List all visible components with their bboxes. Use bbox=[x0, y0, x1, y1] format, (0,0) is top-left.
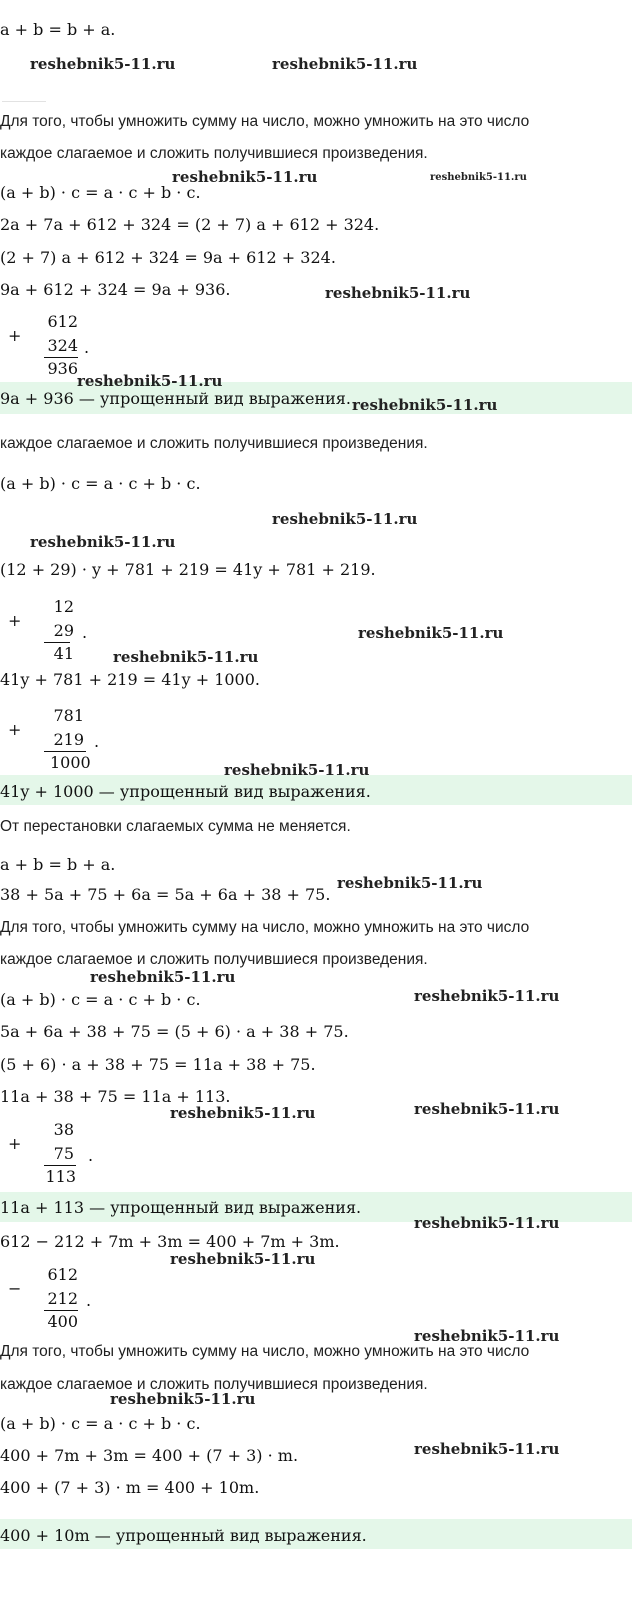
math-line: 400 + 7m + 3m = 400 + (7 + 3) · m. bbox=[0, 1446, 299, 1465]
math-line: 41y + 781 + 219 = 41y + 1000. bbox=[0, 670, 260, 689]
period: . bbox=[88, 1146, 94, 1165]
rule-text: каждое слагаемое и сложить получившиеся произведения. bbox=[0, 145, 428, 162]
column-operand: 12 bbox=[53, 597, 74, 616]
result-line: 41y + 1000 — упрощенный вид выражения. bbox=[0, 782, 371, 801]
math-line: 400 + (7 + 3) · m = 400 + 10m. bbox=[0, 1478, 260, 1497]
watermark: reshebnik5-11.ru bbox=[337, 874, 483, 892]
period: . bbox=[86, 1291, 92, 1310]
operator-sign: − bbox=[8, 1279, 22, 1298]
math-line: (a + b) · c = a · c + b · c. bbox=[0, 1414, 201, 1433]
operator-sign: + bbox=[8, 611, 22, 630]
watermark: reshebnik5-11.ru bbox=[224, 761, 370, 779]
column-addition bbox=[8, 312, 108, 378]
math-line: 38 + 5a + 75 + 6a = 5a + 6a + 38 + 75. bbox=[0, 885, 331, 904]
period: . bbox=[82, 623, 88, 642]
watermark: reshebnik5-11.ru bbox=[414, 1327, 560, 1345]
column-operand: 38 bbox=[53, 1120, 74, 1139]
watermark: reshebnik5-11.ru bbox=[414, 1440, 560, 1458]
column-addition bbox=[8, 597, 108, 663]
result-line: 400 + 10m — упрощенный вид выражения. bbox=[0, 1526, 367, 1545]
column-result: 113 bbox=[45, 1167, 76, 1186]
operator-sign: + bbox=[8, 720, 22, 739]
watermark: reshebnik5-11.ru bbox=[77, 372, 223, 390]
rule-text: каждое слагаемое и сложить получившиеся произведения. bbox=[0, 1376, 428, 1393]
rule-text: От перестановки слагаемых сумма не меняется. bbox=[0, 818, 351, 835]
watermark: reshebnik5-11.ru bbox=[170, 1250, 316, 1268]
math-line: a + b = b + a. bbox=[0, 855, 116, 874]
column-operand: 324 bbox=[47, 336, 78, 355]
math-line: 5a + 6a + 38 + 75 = (5 + 6) · a + 38 + 75. bbox=[0, 1022, 349, 1041]
rule-text: каждое слагаемое и сложить получившиеся произведения. bbox=[0, 951, 428, 968]
column-line bbox=[44, 751, 86, 752]
watermark: reshebnik5-11.ru bbox=[352, 396, 498, 414]
result-line: 11a + 113 — упрощенный вид выражения. bbox=[0, 1198, 362, 1217]
watermark: reshebnik5-11.ru bbox=[414, 1214, 560, 1232]
math-line: 2a + 7a + 612 + 324 = (2 + 7) a + 612 + 324. bbox=[0, 215, 380, 234]
math-line: (2 + 7) a + 612 + 324 = 9a + 612 + 324. bbox=[0, 248, 336, 267]
watermark: reshebnik5-11.ru bbox=[113, 648, 259, 666]
watermark: reshebnik5-11.ru bbox=[325, 284, 471, 302]
column-addition bbox=[8, 1120, 108, 1186]
column-line bbox=[44, 357, 78, 358]
column-line bbox=[44, 1310, 78, 1311]
operator-sign: + bbox=[8, 1134, 22, 1153]
column-operand: 29 bbox=[53, 621, 74, 640]
period: . bbox=[84, 338, 90, 357]
rule-text: каждое слагаемое и сложить получившиеся произведения. bbox=[0, 435, 428, 452]
math-line: (12 + 29) · y + 781 + 219 = 41y + 781 + 219. bbox=[0, 560, 376, 579]
math-line: (a + b) · c = a · c + b · c. bbox=[0, 183, 201, 202]
math-line: a + b = b + a. bbox=[0, 20, 116, 39]
math-line: (a + b) · c = a · c + b · c. bbox=[0, 474, 201, 493]
math-line: (a + b) · c = a · c + b · c. bbox=[0, 990, 201, 1009]
column-operand: 219 bbox=[53, 730, 84, 749]
watermark: reshebnik5-11.ru bbox=[414, 1100, 560, 1118]
watermark: reshebnik5-11.ru bbox=[30, 55, 176, 73]
column-operand: 781 bbox=[53, 706, 84, 725]
operator-sign: + bbox=[8, 326, 22, 345]
watermark: reshebnik5-11.ru bbox=[90, 968, 236, 986]
column-subtraction bbox=[8, 1265, 108, 1331]
column-line bbox=[44, 642, 70, 643]
column-result: 41 bbox=[53, 644, 74, 663]
watermark: reshebnik5-11.ru bbox=[272, 55, 418, 73]
column-operand: 612 bbox=[47, 1265, 78, 1284]
column-line bbox=[44, 1165, 76, 1166]
math-line: (5 + 6) · a + 38 + 75 = 11a + 38 + 75. bbox=[0, 1055, 316, 1074]
column-operand: 212 bbox=[47, 1289, 78, 1308]
column-result: 936 bbox=[47, 359, 78, 378]
column-operand: 75 bbox=[53, 1144, 74, 1163]
watermark: reshebnik5-11.ru bbox=[430, 172, 527, 183]
divider bbox=[2, 101, 46, 102]
period: . bbox=[94, 732, 100, 751]
watermark: reshebnik5-11.ru bbox=[170, 1104, 316, 1122]
rule-text: Для того, чтобы умножить сумму на число, можно умножить на это число bbox=[0, 919, 530, 936]
watermark: reshebnik5-11.ru bbox=[30, 533, 176, 551]
math-line: 11a + 38 + 75 = 11a + 113. bbox=[0, 1087, 231, 1106]
column-addition bbox=[8, 706, 118, 772]
watermark: reshebnik5-11.ru bbox=[358, 624, 504, 642]
column-result: 400 bbox=[47, 1312, 78, 1331]
math-line: 612 − 212 + 7m + 3m = 400 + 7m + 3m. bbox=[0, 1232, 340, 1251]
watermark: reshebnik5-11.ru bbox=[110, 1390, 256, 1408]
watermark: reshebnik5-11.ru bbox=[272, 510, 418, 528]
rule-text: Для того, чтобы умножить сумму на число, можно умножить на это число bbox=[0, 113, 530, 130]
result-line: 9a + 936 — упрощенный вид выражения. bbox=[0, 389, 351, 408]
math-line: 9a + 612 + 324 = 9a + 936. bbox=[0, 280, 231, 299]
watermark: reshebnik5-11.ru bbox=[172, 168, 318, 186]
rule-text: Для того, чтобы умножить сумму на число, можно умножить на это число bbox=[0, 1343, 530, 1360]
column-operand: 612 bbox=[47, 312, 78, 331]
column-result: 1000 bbox=[50, 753, 91, 772]
watermark: reshebnik5-11.ru bbox=[414, 987, 560, 1005]
